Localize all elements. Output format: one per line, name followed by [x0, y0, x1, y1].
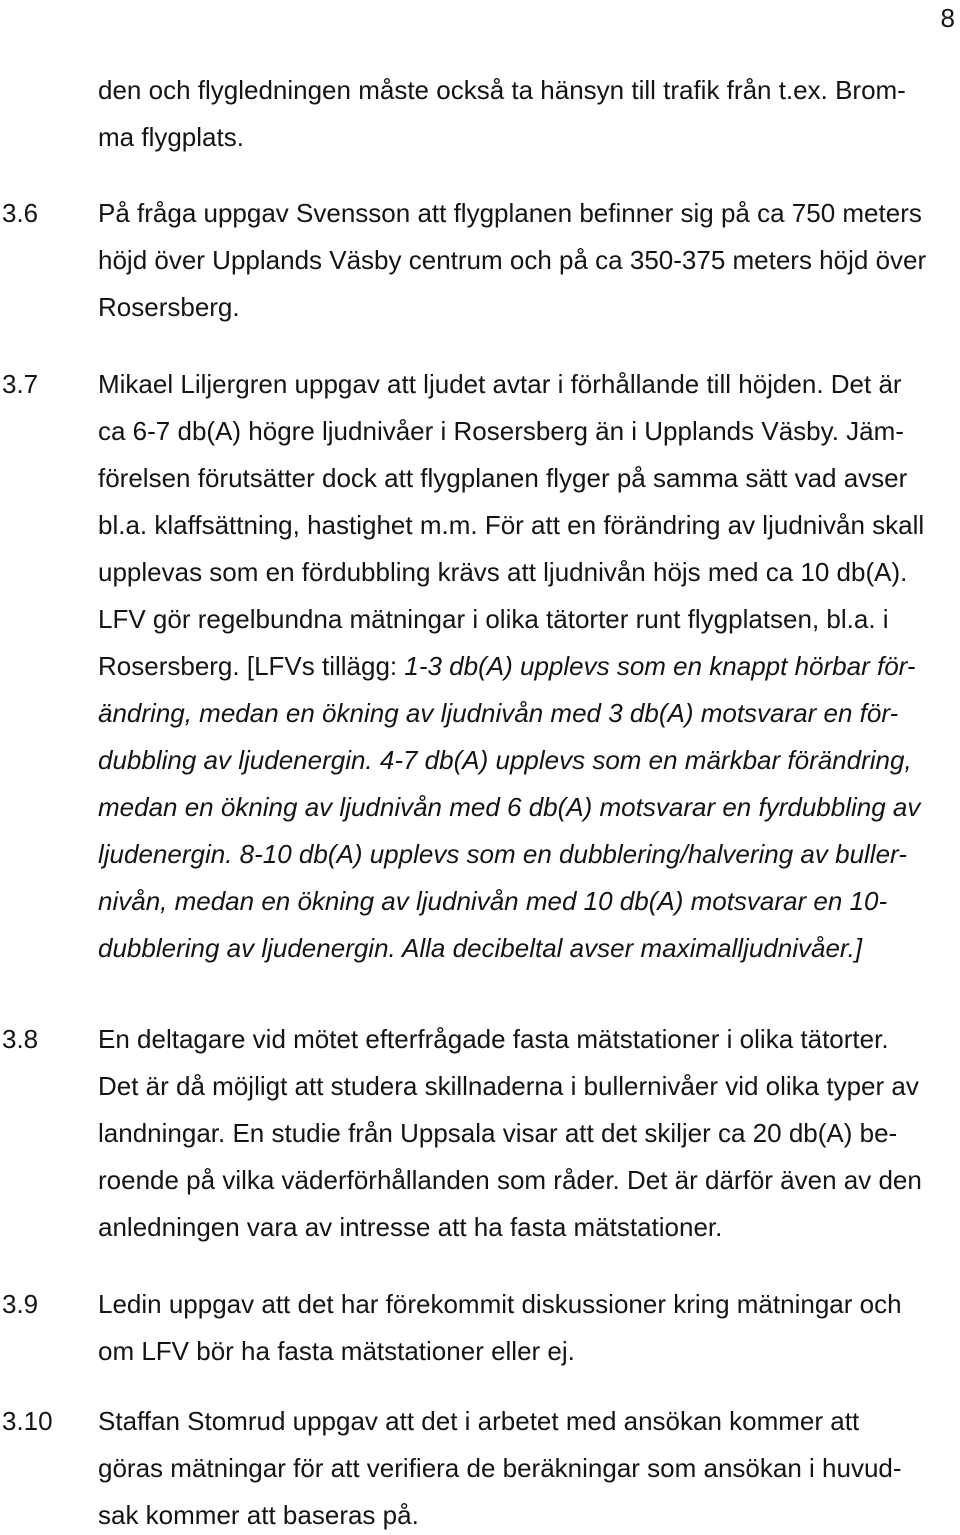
lfv-addendum-text: ändring, medan en ökning av ljudnivån med 3 db(A) motsvarar en för- [98, 698, 899, 728]
text-line: sak kommer att baseras på. [98, 1500, 419, 1530]
text-segment: Rosersberg. [LFVs tillägg: [98, 651, 398, 681]
text-line: höjd över Upplands Väsby centrum och på ca 350-375 meters höjd över [98, 245, 927, 275]
text-line: landningar. En studie från Uppsala visar att det skiljer ca 20 db(A) be- [98, 1118, 898, 1148]
text-line: Mikael Liljergren uppgav att ljudet avtar i förhållande till höjden. Det är [98, 369, 902, 399]
text-line: Rosersberg. [98, 292, 240, 322]
text-line: bl.a. klaffsättning, hastighet m.m. För att en förändring av ljudnivån skall [98, 510, 925, 540]
text-line: Det är då möjligt att studera skillnaderna i bullernivåer vid olika typer av [98, 1071, 919, 1101]
text-line: den och flygledningen måste också ta hänsyn till trafik från t.ex. Brom- [98, 75, 906, 105]
text-line: LFV gör regelbundna mätningar i olika tätorter runt flygplatsen, bl.a. i [98, 604, 889, 634]
lfv-addendum-text: medan en ökning av ljudnivån med 6 db(A) motsvarar en fyrdubbling av [98, 792, 921, 822]
section-number: 3.10 [2, 1406, 53, 1436]
text-line: roende på vilka väderförhållanden som råder. Det är därför även av den [98, 1165, 922, 1195]
text-line: upplevas som en fördubbling krävs att ljudnivån höjs med ca 10 db(A). [98, 557, 908, 587]
text-line: anledningen vara av intresse att ha fasta mätstationer. [98, 1212, 723, 1242]
lfv-addendum-text: 1-3 db(A) upplevs som en knappt hörbar för- [404, 651, 916, 681]
text-line: Staffan Stomrud uppgav att det i arbetet med ansökan kommer att [98, 1406, 860, 1436]
text-line: Ledin uppgav att det har förekommit diskussioner kring mätningar och [98, 1289, 902, 1319]
text-line: En deltagare vid mötet efterfrågade fasta mätstationer i olika tätorter. [98, 1024, 889, 1054]
lfv-addendum-text: dubbling av ljudenergin. 4-7 db(A) upplevs som en märkbar förändring, [98, 745, 912, 775]
paragraph-body [98, 1024, 958, 1242]
section-number: 3.9 [2, 1289, 39, 1319]
text-line: ca 6-7 db(A) högre ljudnivåer i Rosersberg än i Upplands Väsby. Jäm- [98, 416, 904, 446]
section-number: 3.8 [2, 1024, 39, 1054]
paragraph-body [98, 1406, 958, 1530]
paragraph-body [98, 75, 958, 152]
paragraph-body [98, 198, 958, 322]
text-line: förelsen förutsätter dock att flygplanen flyger på samma sätt vad avser [98, 463, 908, 493]
section-number: 3.6 [2, 198, 39, 228]
text-line: om LFV bör ha fasta mätstationer eller ej. [98, 1336, 575, 1366]
text-line: göras mätningar för att verifiera de beräkningar som ansökan i huvud- [98, 1453, 902, 1483]
page-number: 8 [940, 3, 955, 33]
text-line [98, 651, 958, 681]
lfv-addendum-text: ljudenergin. 8-10 db(A) upplevs som en dubblering/halvering av buller- [98, 839, 907, 869]
lfv-addendum-text: dubblering av ljudenergin. Alla decibeltal avser maximalljudnivåer.] [98, 933, 863, 963]
text-line: På fråga uppgav Svensson att flygplanen befinner sig på ca 750 meters [98, 198, 922, 228]
paragraph-body [98, 1289, 958, 1366]
section-number: 3.7 [2, 369, 39, 399]
paragraph-body [98, 369, 958, 963]
text-line: ma flygplats. [98, 122, 244, 152]
lfv-addendum-text: nivån, medan en ökning av ljudnivån med 10 db(A) motsvarar en 10- [98, 886, 888, 916]
